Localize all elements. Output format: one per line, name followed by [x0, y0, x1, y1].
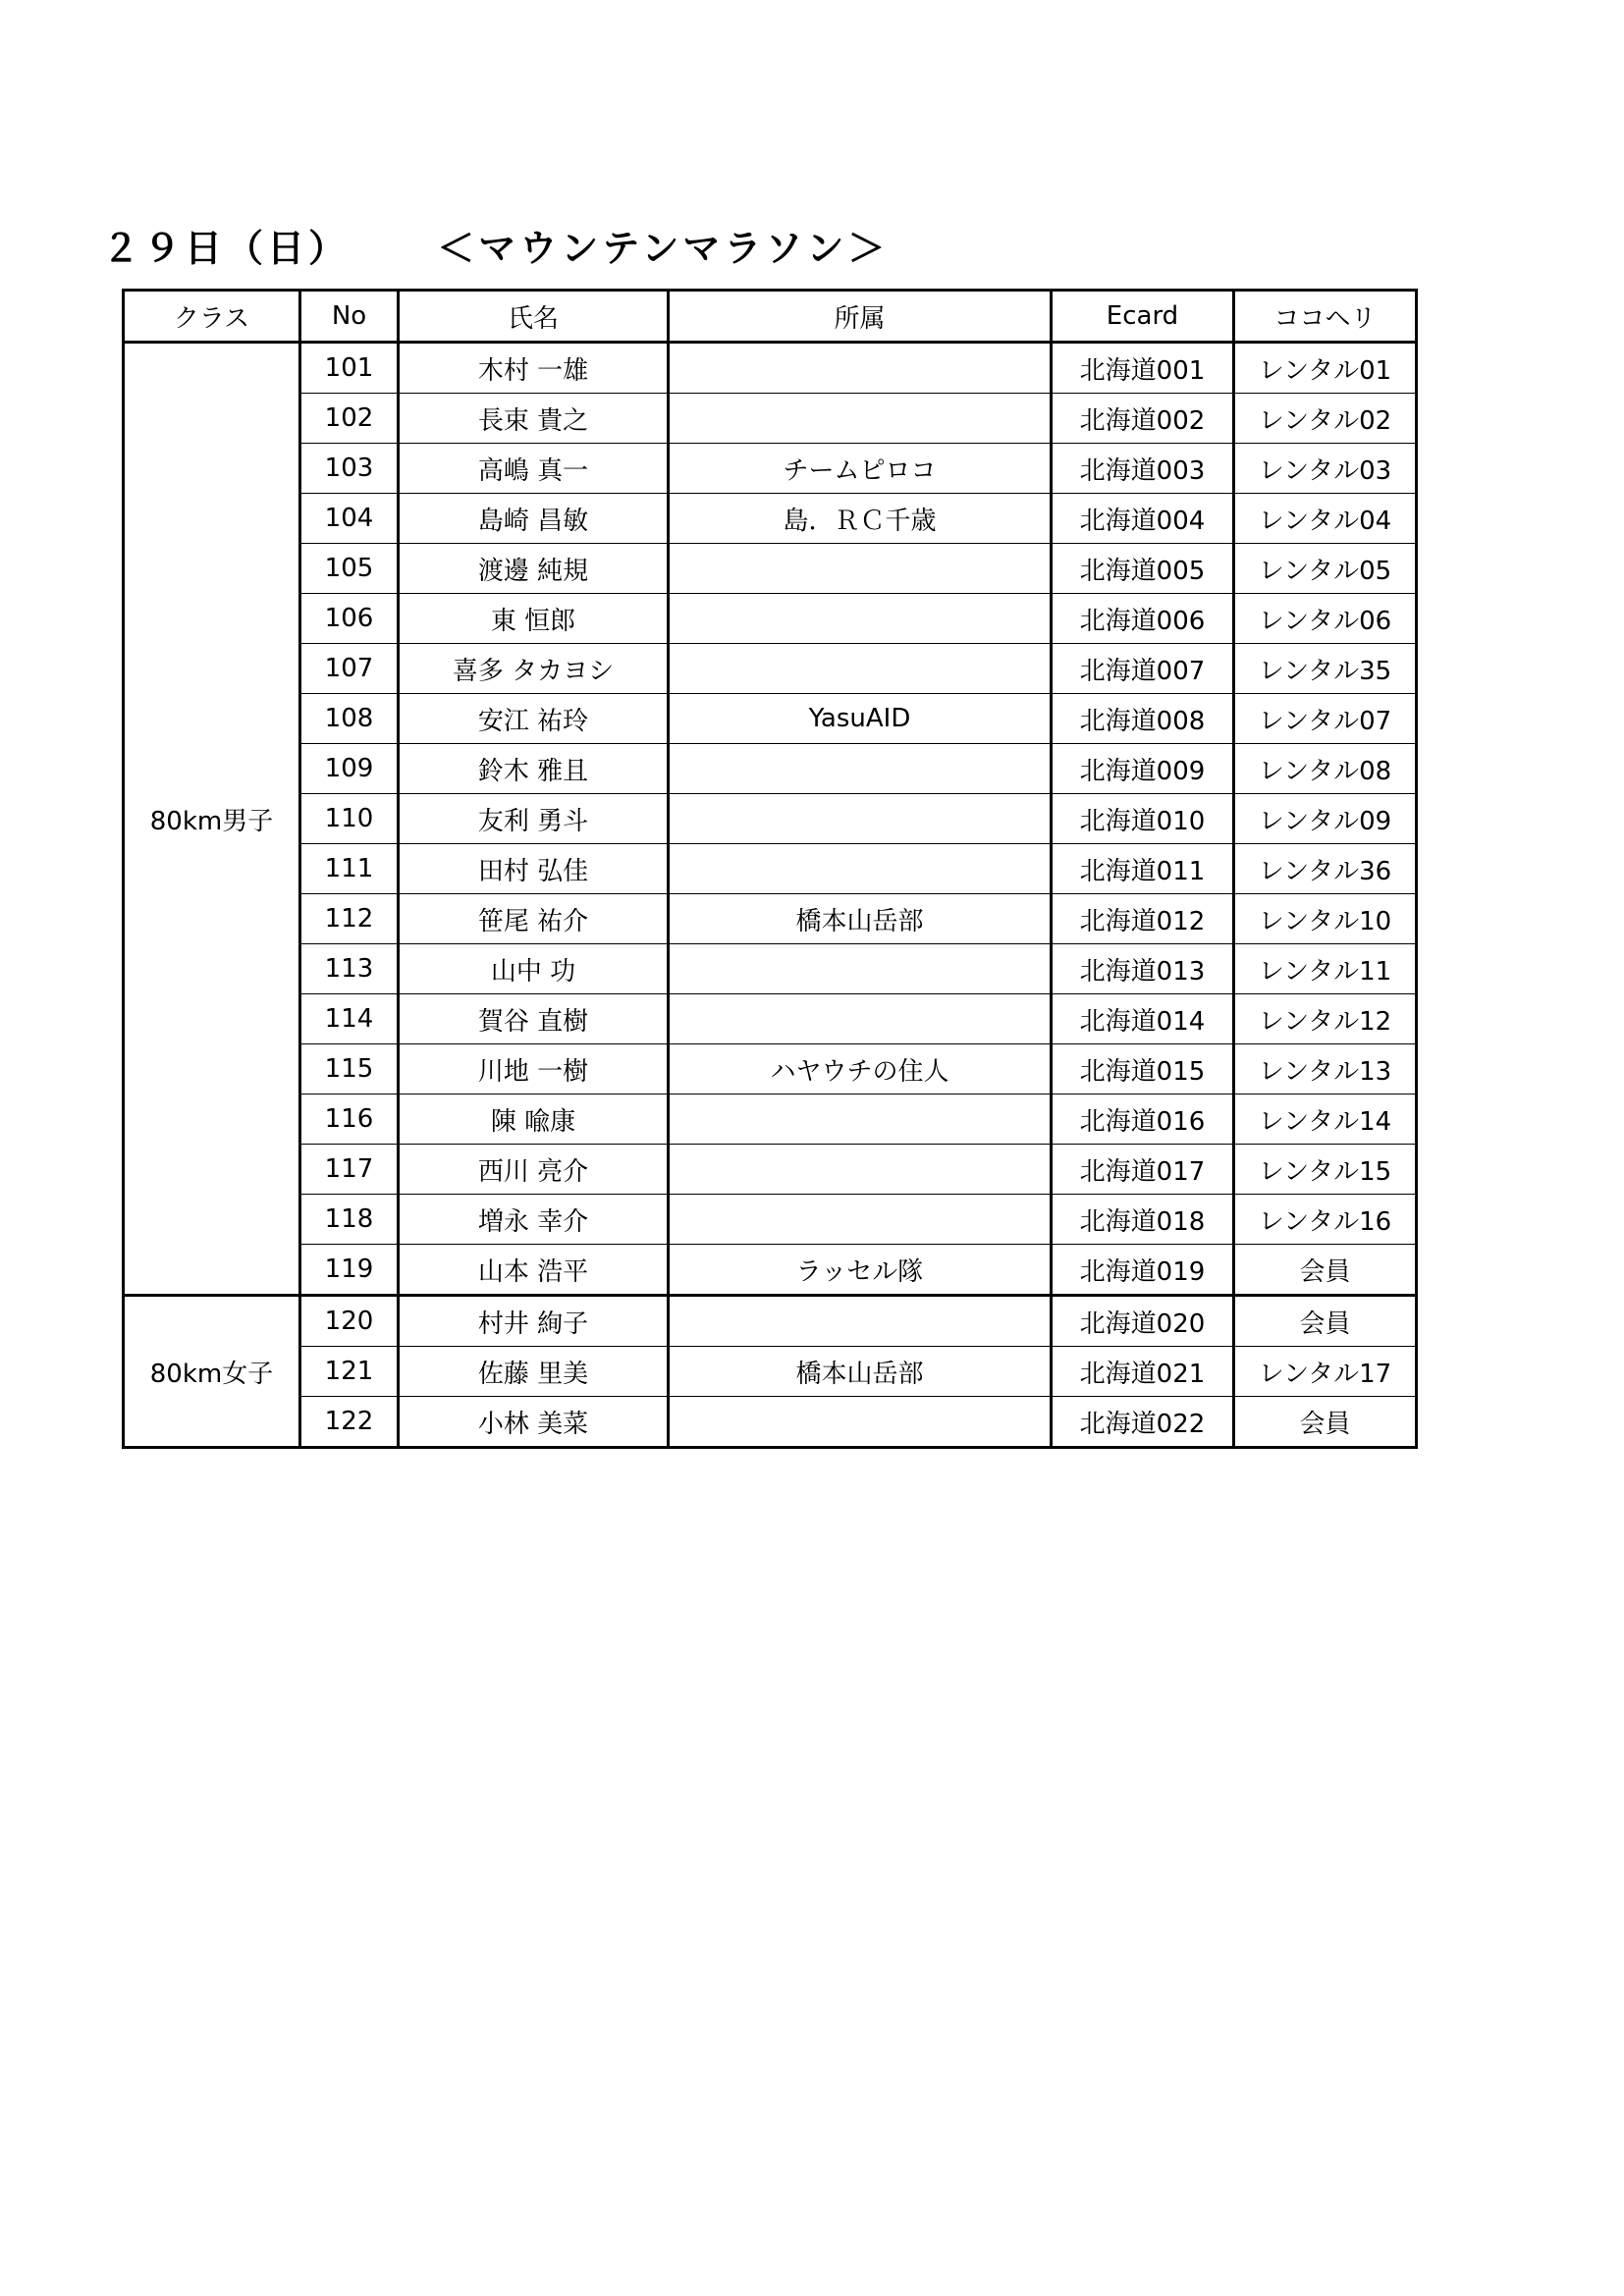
cell-team [669, 1195, 1052, 1245]
cell-no: 106 [300, 594, 399, 644]
cell-ecard: 北海道016 [1052, 1095, 1234, 1145]
cell-name: 山本 浩平 [399, 1245, 669, 1296]
cell-no: 103 [300, 444, 399, 494]
cell-cocoheli: レンタル08 [1234, 744, 1417, 794]
cell-cocoheli: レンタル03 [1234, 444, 1417, 494]
header-name: 氏名 [399, 291, 669, 343]
cell-ecard: 北海道007 [1052, 644, 1234, 694]
table-row [124, 844, 1417, 894]
cell-cocoheli: レンタル06 [1234, 594, 1417, 644]
cell-cocoheli: レンタル16 [1234, 1195, 1417, 1245]
cell-team [669, 343, 1052, 394]
cell-cocoheli: レンタル35 [1234, 644, 1417, 694]
cell-cocoheli: 会員 [1234, 1296, 1417, 1347]
cell-no: 120 [300, 1296, 399, 1347]
cell-name: 西川 亮介 [399, 1145, 669, 1195]
table-row [124, 394, 1417, 444]
cell-ecard: 北海道001 [1052, 343, 1234, 394]
cell-no: 117 [300, 1145, 399, 1195]
cell-name: 増永 幸介 [399, 1195, 669, 1245]
table-row [124, 944, 1417, 994]
cell-cocoheli: レンタル11 [1234, 944, 1417, 994]
cell-name: 賀谷 直樹 [399, 994, 669, 1044]
cell-name: 鈴木 雅且 [399, 744, 669, 794]
cell-cocoheli: レンタル01 [1234, 343, 1417, 394]
cell-cocoheli: レンタル36 [1234, 844, 1417, 894]
cell-no: 107 [300, 644, 399, 694]
cell-ecard: 北海道010 [1052, 794, 1234, 844]
cell-no: 118 [300, 1195, 399, 1245]
header-no: No [300, 291, 399, 343]
cell-team: ハヤウチの住人 [669, 1044, 1052, 1095]
cell-no: 108 [300, 694, 399, 744]
table-row [124, 694, 1417, 744]
cell-no: 113 [300, 944, 399, 994]
table-row [124, 1397, 1417, 1448]
cell-ecard: 北海道009 [1052, 744, 1234, 794]
cell-name: 山中 功 [399, 944, 669, 994]
table-row [124, 994, 1417, 1044]
cell-class: 80km男子 [124, 343, 300, 1296]
cell-team: チームピロコ [669, 444, 1052, 494]
cell-name: 木村 一雄 [399, 343, 669, 394]
cell-cocoheli: レンタル10 [1234, 894, 1417, 944]
cell-name: 田村 弘佳 [399, 844, 669, 894]
cell-no: 119 [300, 1245, 399, 1296]
cell-team: 橋本山岳部 [669, 894, 1052, 944]
cell-cocoheli: レンタル17 [1234, 1347, 1417, 1397]
table-row [124, 1145, 1417, 1195]
cell-cocoheli: 会員 [1234, 1245, 1417, 1296]
page-title [102, 218, 889, 272]
event-date: ２９日（日） [102, 227, 351, 270]
table-row [124, 544, 1417, 594]
cell-team [669, 844, 1052, 894]
cell-ecard: 北海道015 [1052, 1044, 1234, 1095]
cell-no: 115 [300, 1044, 399, 1095]
cell-name: 佐藤 里美 [399, 1347, 669, 1397]
cell-ecard: 北海道017 [1052, 1145, 1234, 1195]
cell-cocoheli: レンタル02 [1234, 394, 1417, 444]
cell-team [669, 994, 1052, 1044]
cell-no: 105 [300, 544, 399, 594]
cell-team [669, 1397, 1052, 1448]
cell-ecard: 北海道020 [1052, 1296, 1234, 1347]
cell-team [669, 1145, 1052, 1195]
header-class: クラス [124, 291, 300, 343]
cell-ecard: 北海道005 [1052, 544, 1234, 594]
cell-name: 笹尾 祐介 [399, 894, 669, 944]
cell-team: ラッセル隊 [669, 1245, 1052, 1296]
table-row [124, 343, 1417, 394]
cell-cocoheli: レンタル14 [1234, 1095, 1417, 1145]
cell-no: 114 [300, 994, 399, 1044]
cell-name: 安江 祐玲 [399, 694, 669, 744]
table-body [124, 343, 1417, 1448]
cell-team [669, 794, 1052, 844]
table-row [124, 1347, 1417, 1397]
table-row [124, 494, 1417, 544]
cell-no: 101 [300, 343, 399, 394]
cell-ecard: 北海道012 [1052, 894, 1234, 944]
cell-cocoheli: レンタル05 [1234, 544, 1417, 594]
cell-team [669, 544, 1052, 594]
cell-ecard: 北海道011 [1052, 844, 1234, 894]
cell-ecard: 北海道013 [1052, 944, 1234, 994]
header-cocoheli: ココヘリ [1234, 291, 1417, 343]
cell-team [669, 944, 1052, 994]
cell-team [669, 394, 1052, 444]
header-team: 所属 [669, 291, 1052, 343]
table-row [124, 1095, 1417, 1145]
cell-name: 小林 美菜 [399, 1397, 669, 1448]
cell-team [669, 744, 1052, 794]
cell-name: 川地 一樹 [399, 1044, 669, 1095]
cell-team [669, 594, 1052, 644]
cell-name: 渡邊 純規 [399, 544, 669, 594]
table-row [124, 1245, 1417, 1296]
table-row [124, 594, 1417, 644]
cell-team: 島．ＲＣ千歳 [669, 494, 1052, 544]
cell-ecard: 北海道008 [1052, 694, 1234, 744]
cell-no: 122 [300, 1397, 399, 1448]
cell-no: 112 [300, 894, 399, 944]
cell-name: 陳 喩康 [399, 1095, 669, 1145]
table-row [124, 1296, 1417, 1347]
cell-team: YasuAID [669, 694, 1052, 744]
cell-ecard: 北海道021 [1052, 1347, 1234, 1397]
cell-cocoheli: レンタル04 [1234, 494, 1417, 544]
table-row [124, 894, 1417, 944]
cell-cocoheli: レンタル12 [1234, 994, 1417, 1044]
cell-cocoheli: 会員 [1234, 1397, 1417, 1448]
table-row [124, 1044, 1417, 1095]
cell-ecard: 北海道004 [1052, 494, 1234, 544]
cell-team: 橋本山岳部 [669, 1347, 1052, 1397]
cell-name: 喜多 タカヨシ [399, 644, 669, 694]
header-ecard: Ecard [1052, 291, 1234, 343]
event-name: ＜マウンテンマラソン＞ [437, 227, 890, 270]
table-row [124, 444, 1417, 494]
table-row [124, 744, 1417, 794]
cell-ecard: 北海道018 [1052, 1195, 1234, 1245]
participant-table [122, 289, 1418, 1449]
cell-team [669, 1296, 1052, 1347]
table-row [124, 644, 1417, 694]
cell-no: 104 [300, 494, 399, 544]
cell-cocoheli: レンタル13 [1234, 1044, 1417, 1095]
cell-no: 110 [300, 794, 399, 844]
cell-team [669, 644, 1052, 694]
table-row [124, 1195, 1417, 1245]
table-row [124, 794, 1417, 844]
cell-name: 友利 勇斗 [399, 794, 669, 844]
cell-no: 111 [300, 844, 399, 894]
cell-name: 長束 貴之 [399, 394, 669, 444]
cell-name: 東 恒郎 [399, 594, 669, 644]
cell-cocoheli: レンタル07 [1234, 694, 1417, 744]
cell-name: 島崎 昌敏 [399, 494, 669, 544]
cell-ecard: 北海道014 [1052, 994, 1234, 1044]
cell-ecard: 北海道002 [1052, 394, 1234, 444]
cell-name: 村井 絢子 [399, 1296, 669, 1347]
cell-no: 109 [300, 744, 399, 794]
cell-cocoheli: レンタル15 [1234, 1145, 1417, 1195]
cell-no: 102 [300, 394, 399, 444]
cell-name: 高嶋 真一 [399, 444, 669, 494]
cell-no: 116 [300, 1095, 399, 1145]
cell-class: 80km女子 [124, 1296, 300, 1448]
cell-cocoheli: レンタル09 [1234, 794, 1417, 844]
cell-team [669, 1095, 1052, 1145]
cell-ecard: 北海道006 [1052, 594, 1234, 644]
table-header-row [124, 291, 1417, 343]
cell-ecard: 北海道022 [1052, 1397, 1234, 1448]
cell-ecard: 北海道003 [1052, 444, 1234, 494]
cell-ecard: 北海道019 [1052, 1245, 1234, 1296]
cell-no: 121 [300, 1347, 399, 1397]
